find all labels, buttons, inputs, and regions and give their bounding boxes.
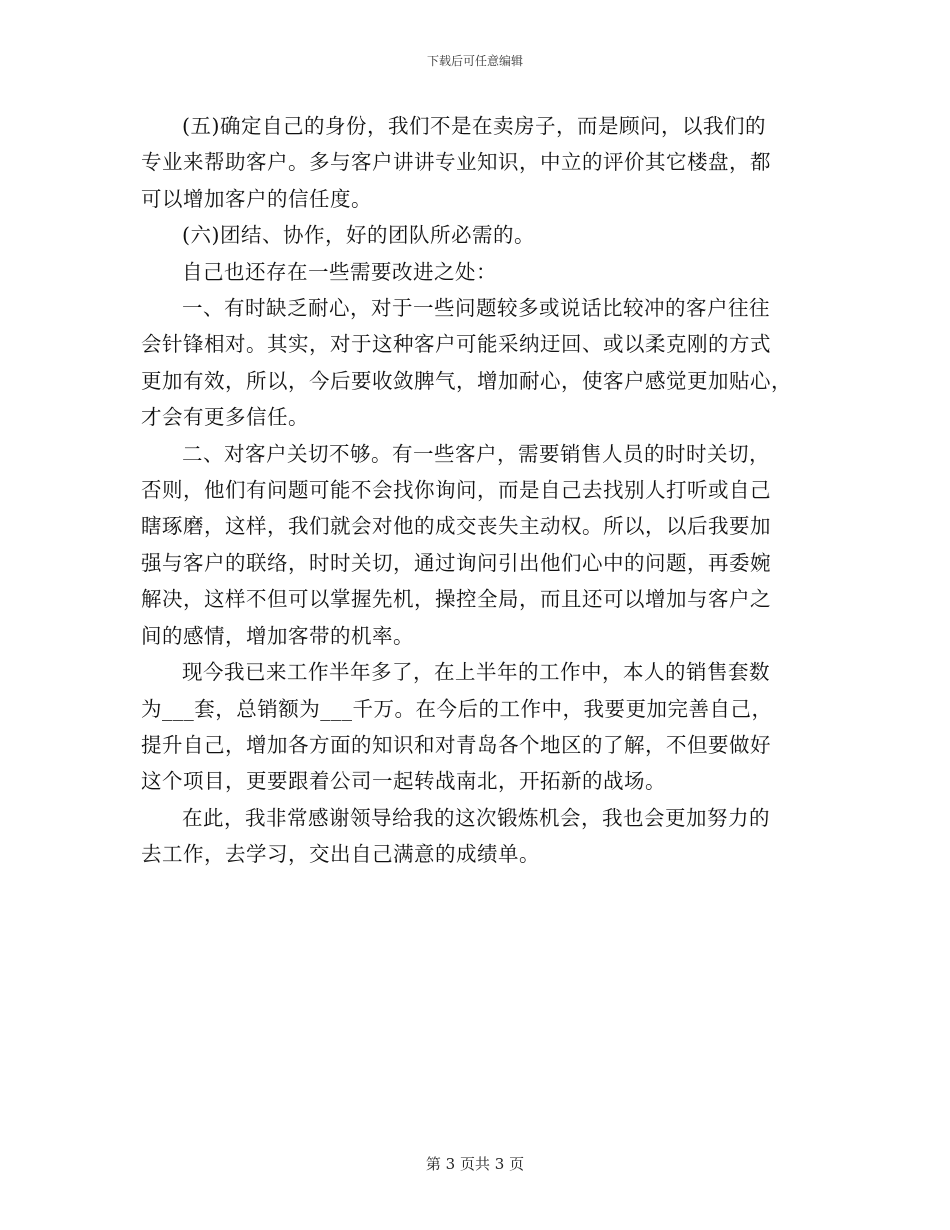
text-line: 专业来帮助客户。多与客户讲讲专业知识，中立的评价其它楼盘，都 [141, 150, 771, 175]
text-line: 这个项目，更要跟着公司一起转战南北，开拓新的战场。 [141, 769, 666, 794]
paragraph-5-identity [141, 108, 811, 217]
page-number-footer: 第 3 页共 3 页 [425, 1155, 525, 1173]
paragraph-improvement-2 [141, 436, 811, 654]
page-header: 下载后可任意编辑 [426, 54, 523, 68]
text-line: 解决，这样不但可以掌握先机，操控全局，而且还可以增加与客户之 [141, 587, 771, 612]
text-line: 更加有效，所以，今后要收敛脾气，增加耐心，使客户感觉更加贴心， [141, 368, 792, 393]
text-line: 二、对客户关切不够。有一些客户，需要销售人员的时时关切， [182, 441, 770, 466]
text-line: 一、有时缺乏耐心，对于一些问题较多或说话比较冲的客户往往 [182, 296, 770, 321]
text-line: 瞎琢磨，这样，我们就会对他的成交丧失主动权。所以，以后我要加 [141, 514, 771, 539]
text-line: 间的感情，增加客带的机率。 [141, 623, 414, 648]
text-line: 才会有更多信任。 [141, 405, 309, 430]
text-line: 强与客户的联络，时时关切，通过询问引出他们心中的问题，再委婉 [141, 550, 771, 575]
text-line: (六)团结、协作，好的团队所必需的。 [182, 223, 535, 248]
text-line: 去工作，去学习，交出自己满意的成绩单。 [141, 842, 540, 867]
text-line: 为___套，总销额为___千万。在今后的工作中，我要更加完善自己， [141, 696, 773, 721]
document-body [141, 108, 811, 873]
text-line: 自己也还存在一些需要改进之处： [182, 259, 497, 284]
text-line: 会针锋相对。其实，对于这种客户可能采纳迂回、或以柔克刚的方式 [141, 332, 771, 357]
text-line: 否则，他们有问题可能不会找你询问，而是自己去找别人打听或自己 [141, 478, 771, 503]
paragraph-closing-thanks [141, 800, 811, 873]
text-line: 在此，我非常感谢领导给我的这次锻炼机会，我也会更加努力的 [182, 805, 770, 830]
text-line: 提升自己，增加各方面的知识和对青岛各个地区的了解，不但要做好 [141, 732, 771, 757]
paragraph-half-year-summary [141, 654, 811, 800]
text-line: 可以增加客户的信任度。 [141, 186, 372, 211]
paragraph-improvement-1 [141, 290, 811, 436]
paragraph-improvements-intro [141, 254, 811, 290]
text-line: 现今我已来工作半年多了，在上半年的工作中，本人的销售套数 [182, 660, 770, 685]
text-line: (五)确定自己的身份，我们不是在卖房子，而是顾问，以我们的 [182, 114, 766, 138]
paragraph-6-teamwork [141, 217, 811, 253]
